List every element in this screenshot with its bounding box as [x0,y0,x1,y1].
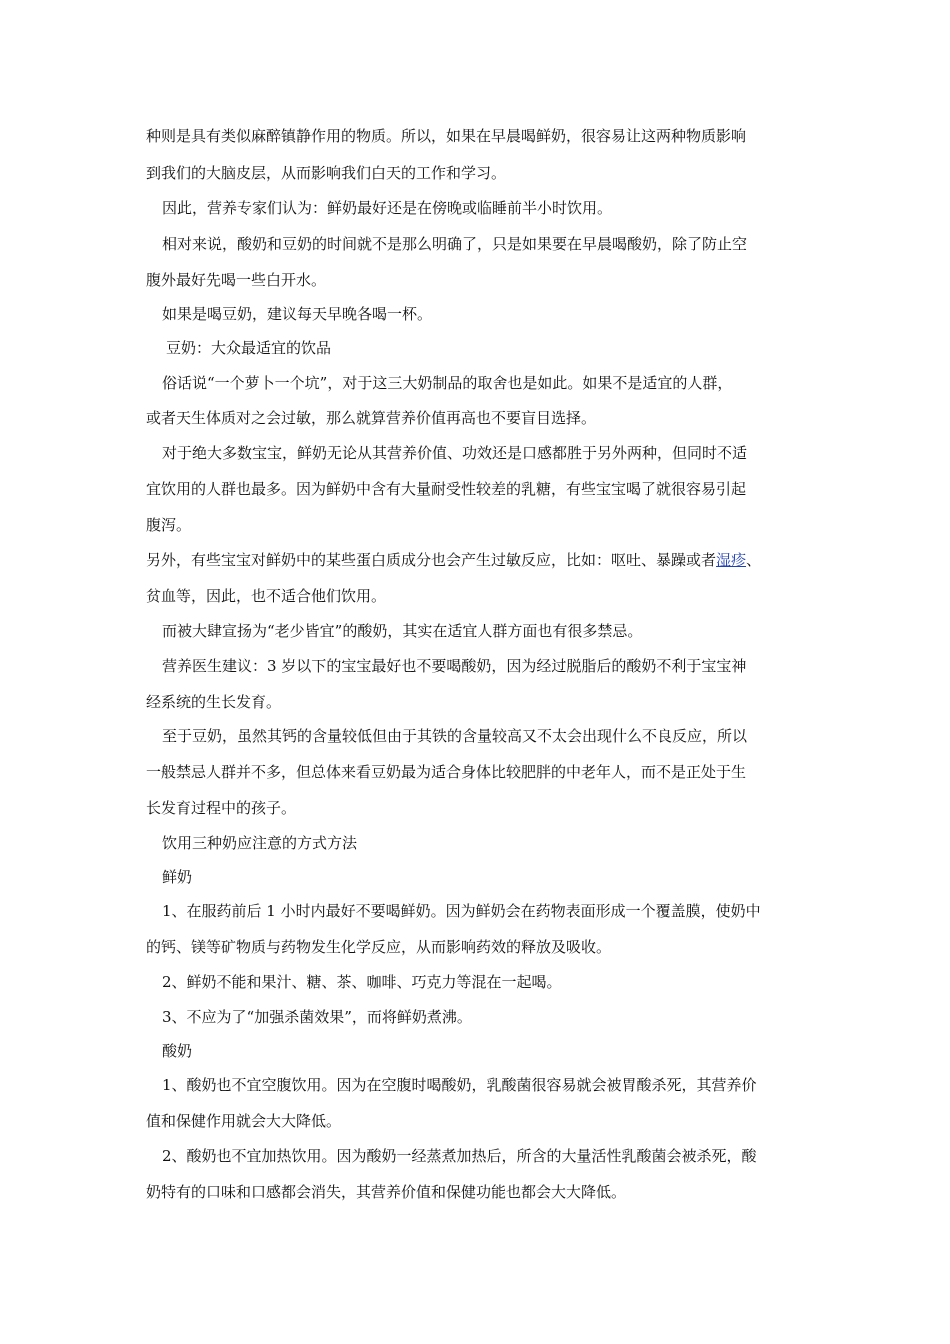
text-line: 而被大肆宣扬为“老少皆宜”的酸奶，其实在适宜人群方面也有很多禁忌。 [162,622,643,640]
text-line: 或者天生体质对之会过敏，那么就算营养价值再高也不要盲目选择。 [146,409,597,427]
text-line: 2、酸奶也不宜加热饮用。因为酸奶一经蒸煮加热后，所含的大量活性乳酸菌会被杀死，酸 [162,1147,757,1165]
text-line: 3、不应为了“加强杀菌效果”，而将鲜奶煮沸。 [162,1008,472,1026]
text-line: 奶特有的口味和口感都会消失，其营养价值和保健功能也都会大大降低。 [146,1183,627,1201]
text-line: 豆奶：大众最适宜的饮品 [166,339,332,357]
allergy-line [146,550,826,570]
text-line: 长发育过程中的孩子。 [146,799,297,817]
allergy-text-end: 、 [746,551,762,569]
text-line: 到我们的大脑皮层，从而影响我们白天的工作和学习。 [146,164,507,182]
text-line: 鲜奶 [162,868,193,886]
text-line: 宜饮用的人群也最多。因为鲜奶中含有大量耐受性较差的乳糖，有些宝宝喝了就很容易引起 [146,480,747,498]
allergy-text: 另外，有些宝宝对鲜奶中的某些蛋白质成分也会产生过敏反应，比如：呕吐、暴躁或者 [146,551,717,569]
text-line: 营养医生建议：3 岁以下的宝宝最好也不要喝酸奶，因为经过脱脂后的酸奶不利于宝宝神 [162,657,747,675]
text-line: 腹外最好先喝一些白开水。 [146,271,327,289]
text-line: 的钙、镁等矿物质与药物发生化学反应，从而影响药效的释放及吸收。 [146,938,612,956]
text-line: 饮用三种奶应注意的方式方法 [162,834,358,852]
text-line: 如果是喝豆奶，建议每天早晚各喝一杯。 [162,305,433,323]
text-line: 相对来说，酸奶和豆奶的时间就不是那么明确了，只是如果要在早晨喝酸奶，除了防止空 [162,235,748,253]
text-line: 至于豆奶，虽然其钙的含量较低但由于其铁的含量较高又不太会出现什么不良反应，所以 [162,727,748,745]
eczema-link[interactable]: 湿疹 [716,551,747,569]
text-line: 俗话说“一个萝卜一个坑”，对于这三大奶制品的取舍也是如此。如果不是适宜的人群， [162,374,733,392]
text-line: 腹泻。 [146,516,192,534]
text-line: 经系统的生长发育。 [146,693,282,711]
text-line: 贫血等，因此，也不适合他们饮用。 [146,587,387,605]
text-line: 种则是具有类似麻醉镇静作用的物质。所以，如果在早晨喝鲜奶，很容易让这两种物质影响 [146,127,747,145]
text-line: 酸奶 [162,1042,193,1060]
text-line: 2、鲜奶不能和果汁、糖、茶、咖啡、巧克力等混在一起喝。 [162,973,562,991]
text-line: 值和保健作用就会大大降低。 [146,1112,342,1130]
text-line: 1、在服药前后 1 小时内最好不要喝鲜奶。因为鲜奶会在药物表面形成一个覆盖膜，使奶中 [162,902,761,920]
text-line: 一般禁忌人群并不多，但总体来看豆奶最为适合身体比较肥胖的中老年人，而不是正处于生 [146,763,747,781]
text-line: 1、酸奶也不宜空腹饮用。因为在空腹时喝酸奶，乳酸菌很容易就会被胃酸杀死，其营养价 [162,1076,757,1094]
text-line: 因此，营养专家们认为：鲜奶最好还是在傍晚或临睡前半小时饮用。 [162,199,613,217]
text-line: 对于绝大多数宝宝，鲜奶无论从其营养价值、功效还是口感都胜于另外两种，但同时不适 [162,444,748,462]
